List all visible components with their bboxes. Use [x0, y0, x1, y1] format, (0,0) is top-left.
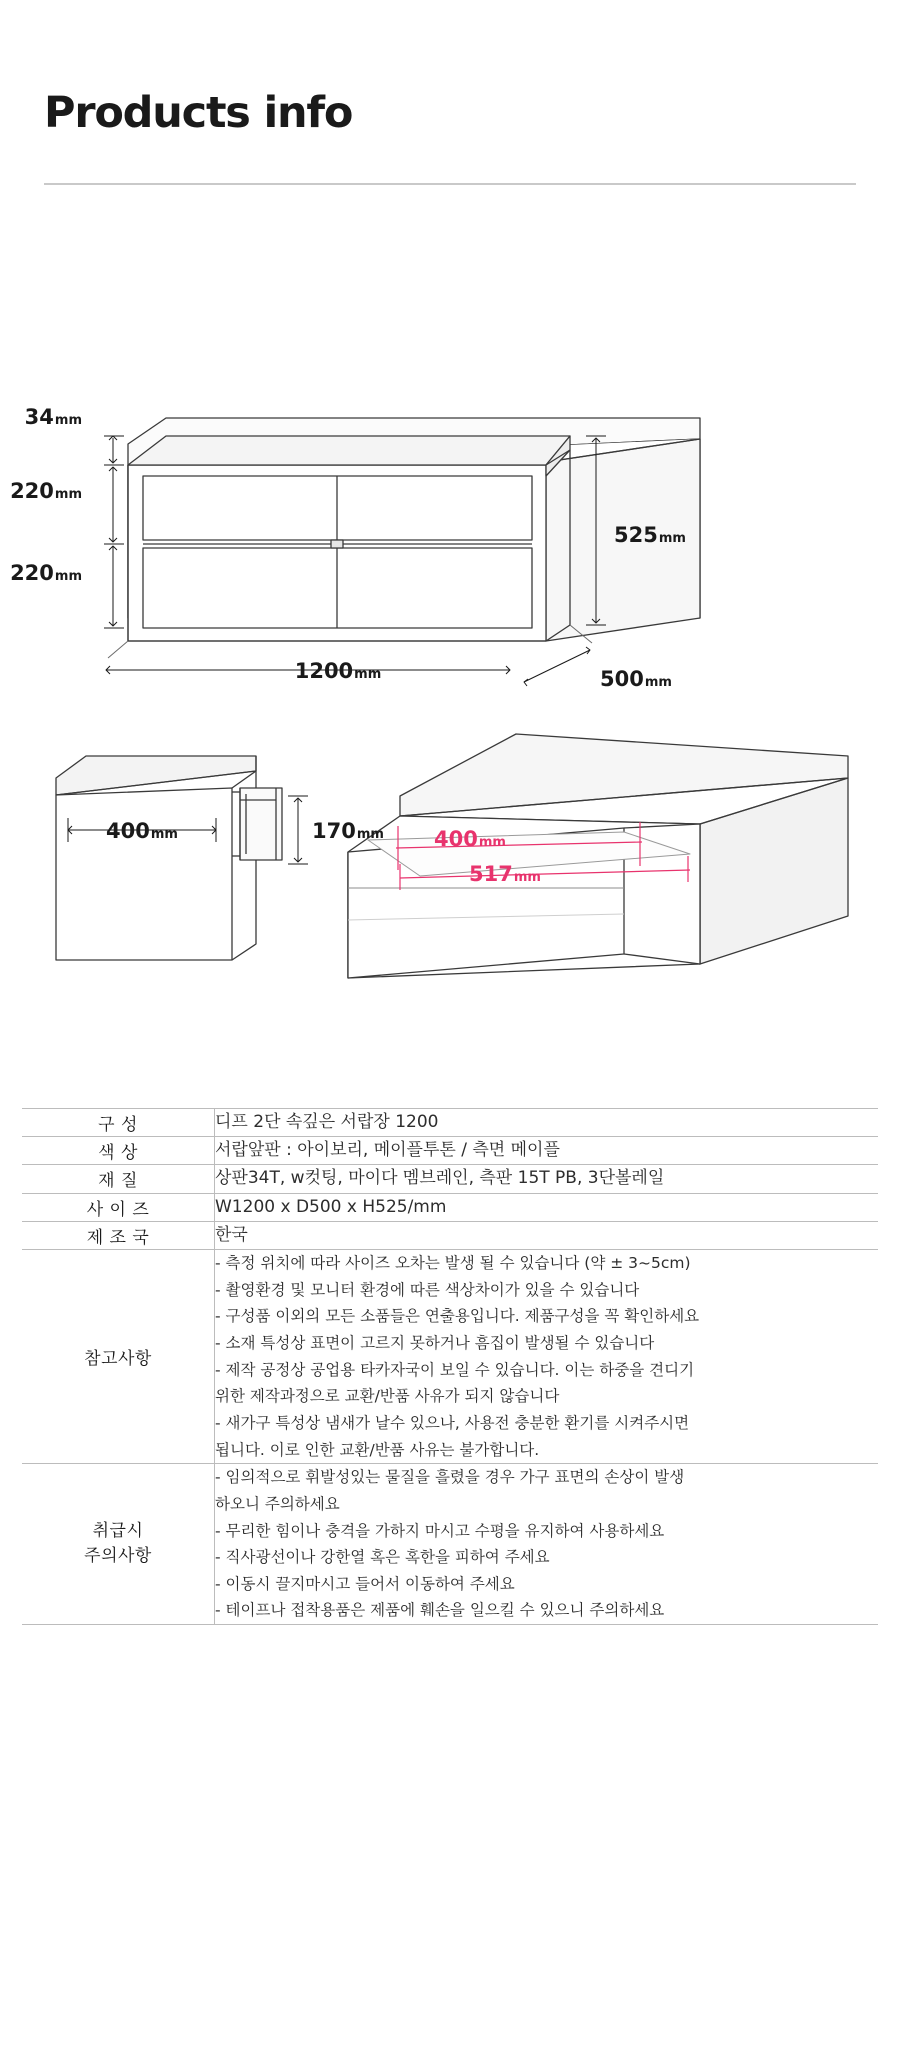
svg-text:500mm	[600, 667, 672, 691]
dim-inner-width-value: 400	[434, 827, 478, 851]
page-title: Products info	[44, 88, 353, 138]
dim-drawer1-unit: mm	[54, 487, 82, 502]
list-item: 위한 제작과정으로 교환/반품 사유가 되지 않습니다	[215, 1387, 560, 1406]
product-spec-table	[22, 1108, 878, 1625]
spec-value-material: 상판34T, w컷팅, 마이다 멤브레인, 측판 15T PB, 3단볼레일	[215, 1165, 879, 1193]
spec-label-caution	[22, 1464, 215, 1625]
svg-text:170mm	[312, 819, 384, 843]
spec-label-composition: 구 성	[22, 1109, 215, 1137]
page-header	[0, 0, 900, 188]
caution-label-line1: 취급시	[92, 1520, 144, 1541]
dim-total-width-value: 1200	[294, 659, 354, 683]
caution-list	[215, 1464, 878, 1624]
list-item: - 직사광선이나 강한열 혹은 혹한을 피하여 주세요	[215, 1548, 550, 1567]
spec-label-material: 재 질	[22, 1165, 215, 1193]
svg-text:34mm	[25, 405, 82, 429]
dim-drawer-height-value: 170	[312, 819, 356, 843]
table-row-caution	[22, 1464, 878, 1625]
list-item: - 임의적으로 휘발성있는 물질을 흘렸을 경우 가구 표면의 손상이 발생	[215, 1468, 685, 1487]
table-row-notes	[22, 1249, 878, 1463]
list-item: 됩니다. 이로 인한 교환/반품 사유는 불가합니다.	[215, 1440, 540, 1459]
spec-value-size: W1200 x D500 x H525/mm	[215, 1193, 879, 1221]
caution-label-line2: 주의사항	[84, 1546, 152, 1567]
dim-total-depth-unit: mm	[644, 675, 672, 690]
dim-drawer2-value: 220	[10, 561, 54, 585]
list-item: - 이동시 끌지마시고 들어서 이동하여 주세요	[215, 1574, 515, 1593]
list-item: - 새가구 특성상 냄새가 날수 있으나, 사용전 충분한 환기를 시켜주시면	[215, 1413, 690, 1432]
svg-text:220mm	[10, 479, 82, 503]
dim-inner-depth-value: 517	[469, 862, 513, 886]
list-item: - 테이프나 접착용품은 제품에 훼손을 일으킬 수 있으니 주의하세요	[215, 1601, 665, 1620]
list-item: - 구성품 이외의 모든 소품들은 연출용입니다. 제품구성을 꼭 확인하세요	[215, 1307, 700, 1326]
table-row	[22, 1221, 878, 1249]
dim-drawer-height-unit: mm	[356, 827, 384, 842]
dim-inner-depth-unit: mm	[513, 870, 541, 885]
dim-top-thickness-value: 34	[24, 405, 54, 429]
spec-value-caution	[215, 1464, 879, 1625]
table-row	[22, 1193, 878, 1221]
spec-value-origin: 한국	[215, 1221, 879, 1249]
spec-value-color: 서랍앞판 : 아이보리, 메이플투톤 / 측면 메이플	[215, 1137, 879, 1165]
header-divider	[44, 183, 856, 185]
dim-total-height-value: 525	[614, 523, 658, 547]
dim-inner-width-unit: mm	[478, 835, 506, 850]
list-item: 하오니 주의하세요	[215, 1494, 340, 1513]
dim-drawer-width-value: 400	[106, 819, 150, 843]
spec-label-notes: 참고사항	[22, 1249, 215, 1463]
dim-top-thickness-unit: mm	[54, 413, 82, 428]
spec-value-notes	[215, 1249, 879, 1463]
dim-total-depth-value: 500	[600, 667, 644, 691]
notes-list	[215, 1250, 878, 1463]
list-item: - 제작 공정상 공업용 타카자국이 보일 수 있습니다. 이는 하중을 견디기	[215, 1360, 695, 1379]
list-item: - 소재 특성상 표면이 고르지 못하거나 흠집이 발생될 수 있습니다	[215, 1333, 655, 1352]
table-row	[22, 1109, 878, 1137]
list-item: - 무리한 힘이나 충격을 가하지 마시고 수평을 유지하여 사용하세요	[215, 1521, 665, 1540]
spec-value-composition: 디프 2단 속깊은 서랍장 1200	[215, 1109, 879, 1137]
dim-drawer2-unit: mm	[54, 569, 82, 584]
spec-label-color: 색 상	[22, 1137, 215, 1165]
spec-label-size: 사 이 즈	[22, 1193, 215, 1221]
dim-drawer1-value: 220	[10, 479, 54, 503]
product-dimension-diagram	[0, 188, 900, 1068]
dim-total-height-unit: mm	[658, 531, 686, 546]
table-row	[22, 1137, 878, 1165]
dim-drawer-width-unit: mm	[150, 827, 178, 842]
table-row	[22, 1165, 878, 1193]
svg-text:1200mm	[295, 659, 382, 683]
spec-label-origin: 제 조 국	[22, 1221, 215, 1249]
list-item: - 촬영환경 및 모니터 환경에 따른 색상차이가 있을 수 있습니다	[215, 1280, 640, 1299]
svg-text:220mm	[10, 561, 82, 585]
list-item: - 측정 위치에 따라 사이즈 오차는 발생 될 수 있습니다 (약 ± 3~5cm)	[215, 1253, 691, 1272]
dim-total-width-unit: mm	[354, 667, 382, 682]
